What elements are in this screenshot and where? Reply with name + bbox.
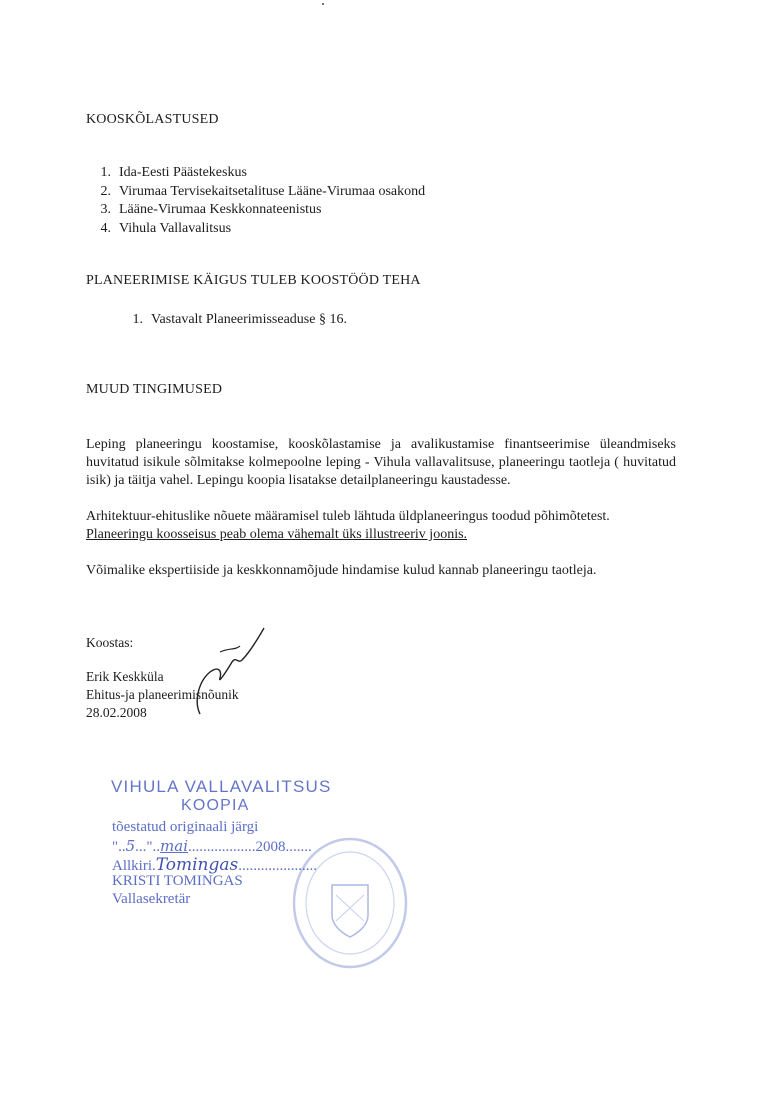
stamp-authority: VIHULA VALLAVALITSUS xyxy=(111,777,332,796)
stamp-signer-name: KRISTI TOMINGAS xyxy=(112,873,243,889)
stamp-signer-title: Vallasekretär xyxy=(112,891,191,907)
document-date: 28.02.2008 xyxy=(86,705,147,720)
approvals-list xyxy=(86,164,425,238)
scan-speck xyxy=(322,3,324,5)
list-item: 2. Virumaa Tervisekaitsetalituse Lääne-Virumaa osakond xyxy=(100,183,426,199)
cooperation-list xyxy=(118,311,347,330)
list-item: 1. Vastavalt Planeerimisseaduse § 16. xyxy=(132,312,347,327)
list-item: 1. Ida-Eesti Päästekeskus xyxy=(100,165,247,180)
drawing-requirement: Planeeringu koosseisus peab olema vähemalt üks illustreeriv joonis. xyxy=(86,527,468,542)
list-item: 4. Vihula Vallavalitsus xyxy=(100,220,232,236)
approvals-heading: KOOSKÕLASTUSED xyxy=(86,112,219,127)
compiled-by-label: Koostas: xyxy=(86,635,134,650)
handwritten-signature xyxy=(180,622,275,722)
stamp-date-line: "..5..."..mai..................2008....... xyxy=(112,837,312,855)
author-role: Ehitus-ja planeerimisnõunik xyxy=(86,687,239,702)
stamp-date-month: mai xyxy=(160,837,189,855)
list-item: 3. Lääne-Virumaa Keskkonnateenistus xyxy=(100,202,322,217)
stamp-date-year: 2008 xyxy=(255,839,286,855)
stamp-copy-label: KOOPIA xyxy=(181,797,250,814)
stamp-date-day: 5 xyxy=(125,837,136,855)
stamp-handwritten-signature: Tomingas xyxy=(155,855,239,875)
contract-paragraph: Leping planeeringu koostamise, kooskõlastamise ja avalikustamise finantseerimise üleandmiseks huvitatud isikule sõlmitakse kolmepoolne leping - Vihula vallavalitsuse, planeeringu taotleja ( huvitatud isik) ja täitja vahel. Lepingu koopia lisatakse detailplaneeringu kaustadesse. xyxy=(86,437,676,488)
other-heading: MUUD TINGIMUSED xyxy=(86,382,223,397)
architecture-paragraph: Arhitektuur-ehituslike nõuete määramisel tuleb lähtuda üldplaneeringus toodud põhimõtetest. xyxy=(86,509,610,524)
stamp-signature-line: Allkiri.Tomingas..................... xyxy=(112,855,318,875)
stamp-certified-text: tõestatud originaali järgi xyxy=(112,819,259,835)
certification-stamp xyxy=(105,775,445,965)
cooperation-heading: PLANEERIMISE KÄIGUS TULEB KOOSTÖÖD TEHA xyxy=(86,273,421,288)
author-name: Erik Keskküla xyxy=(86,669,164,684)
costs-paragraph: Võimalike ekspertiiside ja keskkonnamõjude hindamise kulud kannab planeeringu taotleja. xyxy=(86,563,597,578)
